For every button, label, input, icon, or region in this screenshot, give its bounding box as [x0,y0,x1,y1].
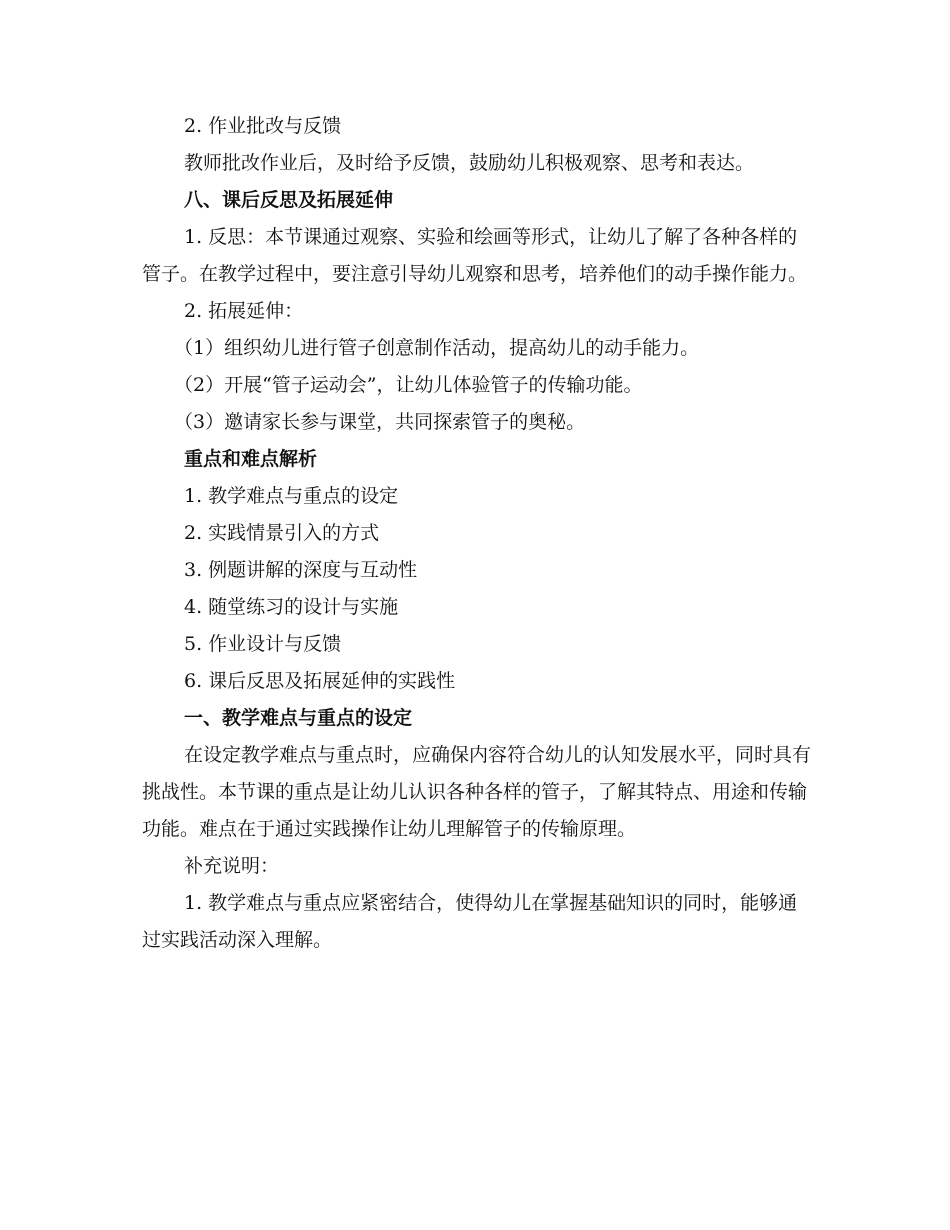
section-heading: 八、课后反思及拓展延伸 [184,189,394,211]
body-paragraph: 在设定教学难点与重点时，应确保内容符合幼儿的认知发展水平，同时具有挑战性。本节课的重点是让幼儿认识各种各样的管子，了解其特点、用途和传输功能。难点在于通过实践操作让幼儿理解管子的传输原理。 [142,744,812,840]
section-heading: 重点和难点解析 [184,448,318,470]
document-body [142,108,812,959]
body-paragraph: 1. 教学难点与重点应紧密结合，使得幼儿在掌握基础知识的同时，能够通过实践活动深入理解。 [142,892,798,951]
body-paragraph: 补充说明： [184,855,280,877]
sub-list-item: （2）开展“管子运动会”，让幼儿体验管子的传输功能。 [174,374,643,396]
list-item: 5. 作业设计与反馈 [184,633,342,655]
sub-list-item: （1）组织幼儿进行管子创意制作活动，提高幼儿的动手能力。 [174,337,700,359]
list-item: 2. 实践情景引入的方式 [184,522,380,544]
list-item: 6. 课后反思及拓展延伸的实践性 [184,670,456,692]
list-item: 2. 拓展延伸： [184,300,304,322]
list-item: 2. 作业批改与反馈 [184,115,342,137]
body-paragraph: 教师批改作业后，及时给予反馈，鼓励幼儿积极观察、思考和表达。 [184,152,755,174]
sub-list-item: （3）邀请家长参与课堂，共同探索管子的奥秘。 [174,411,586,433]
body-paragraph: 1. 反思：本节课通过观察、实验和绘画等形式，让幼儿了解了各种各样的管子。在教学过程中，要注意引导幼儿观察和思考，培养他们的动手操作能力。 [142,226,808,285]
list-item: 4. 随堂练习的设计与实施 [184,596,399,618]
list-item: 1. 教学难点与重点的设定 [184,485,399,507]
section-heading: 一、教学难点与重点的设定 [184,707,413,729]
list-item: 3. 例题讲解的深度与互动性 [184,559,418,581]
